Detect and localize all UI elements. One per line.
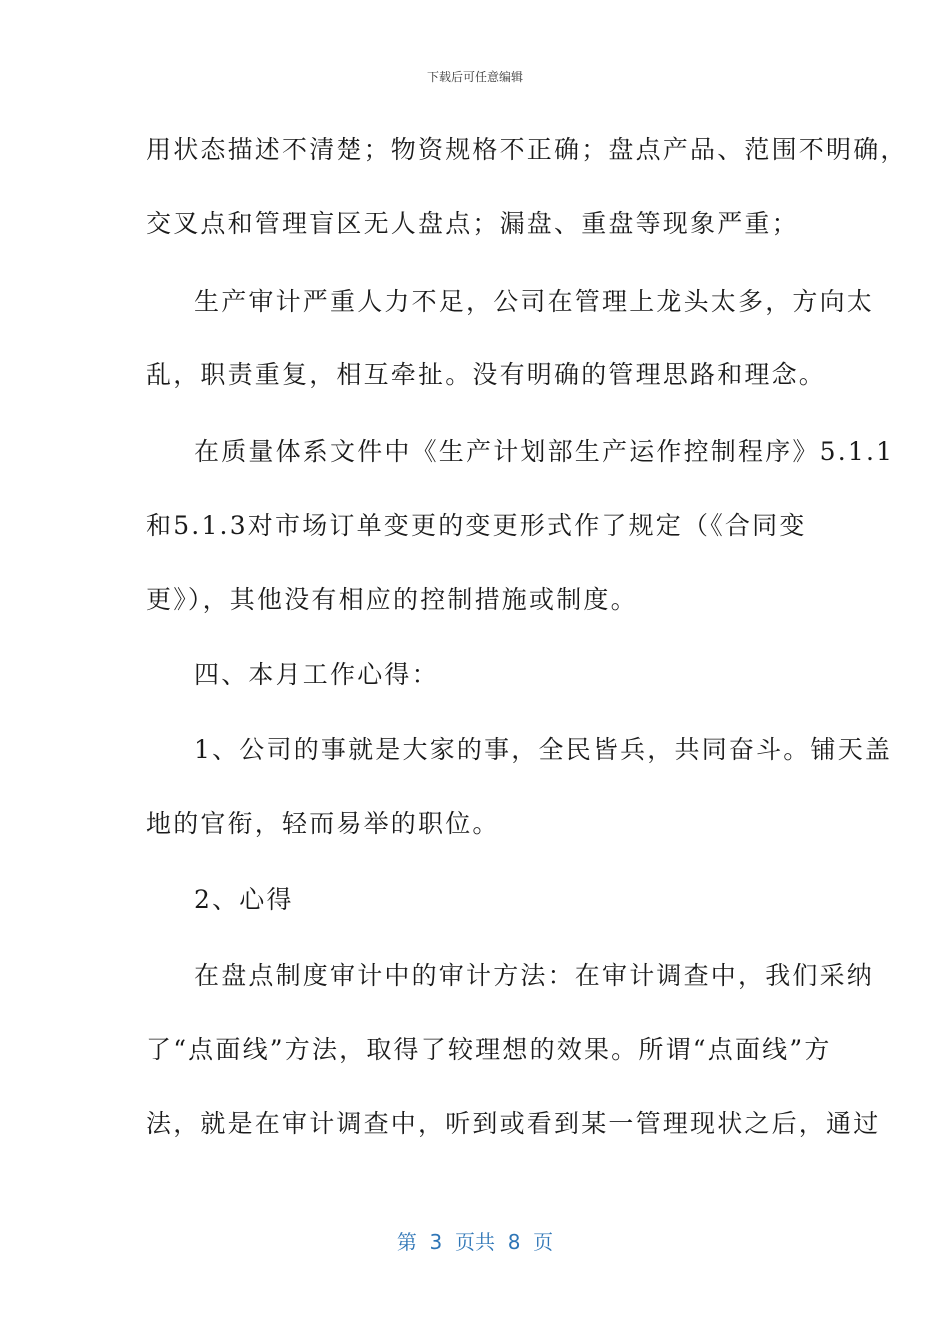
page-number-footer: 第 3 页共 8 页 bbox=[396, 1230, 554, 1254]
text-line: 更》），其他没有相应的控制措施或制度。 bbox=[146, 585, 638, 614]
text-line: 和5.1.3对市场订单变更的变更形式作了规定（《合同变 bbox=[146, 511, 807, 540]
text-line: 了“点面线”方法，取得了较理想的效果。所谓“点面线”方 bbox=[146, 1035, 832, 1064]
page-header: 下载后可任意编辑 bbox=[426, 70, 523, 84]
text-line: 在盘点制度审计中的审计方法：在审计调查中，我们采纳 bbox=[194, 961, 875, 990]
text-line: 生产审计严重人力不足，公司在管理上龙头太多，方向太 bbox=[194, 287, 875, 316]
text-line: 1、公司的事就是大家的事，全民皆兵，共同奋斗。铺天盖 bbox=[194, 735, 893, 764]
text-line: 地的官衔，轻而易举的职位。 bbox=[146, 809, 500, 838]
text-line: 用状态描述不清楚；物资规格不正确；盘点产品、范围不明确， bbox=[146, 135, 908, 164]
text-line: 交叉点和管理盲区无人盘点；漏盘、重盘等现象严重； bbox=[146, 209, 799, 238]
text-line: 乱，职责重复，相互牵扯。没有明确的管理思路和理念。 bbox=[146, 360, 827, 389]
subsection-heading: 2、心得 bbox=[194, 885, 294, 914]
section-heading: 四、本月工作心得： bbox=[194, 660, 439, 689]
text-line: 法，就是在审计调查中，听到或看到某一管理现状之后，通过 bbox=[146, 1109, 881, 1138]
text-line: 在质量体系文件中《生产计划部生产运作控制程序》5.1.1 bbox=[194, 437, 895, 466]
